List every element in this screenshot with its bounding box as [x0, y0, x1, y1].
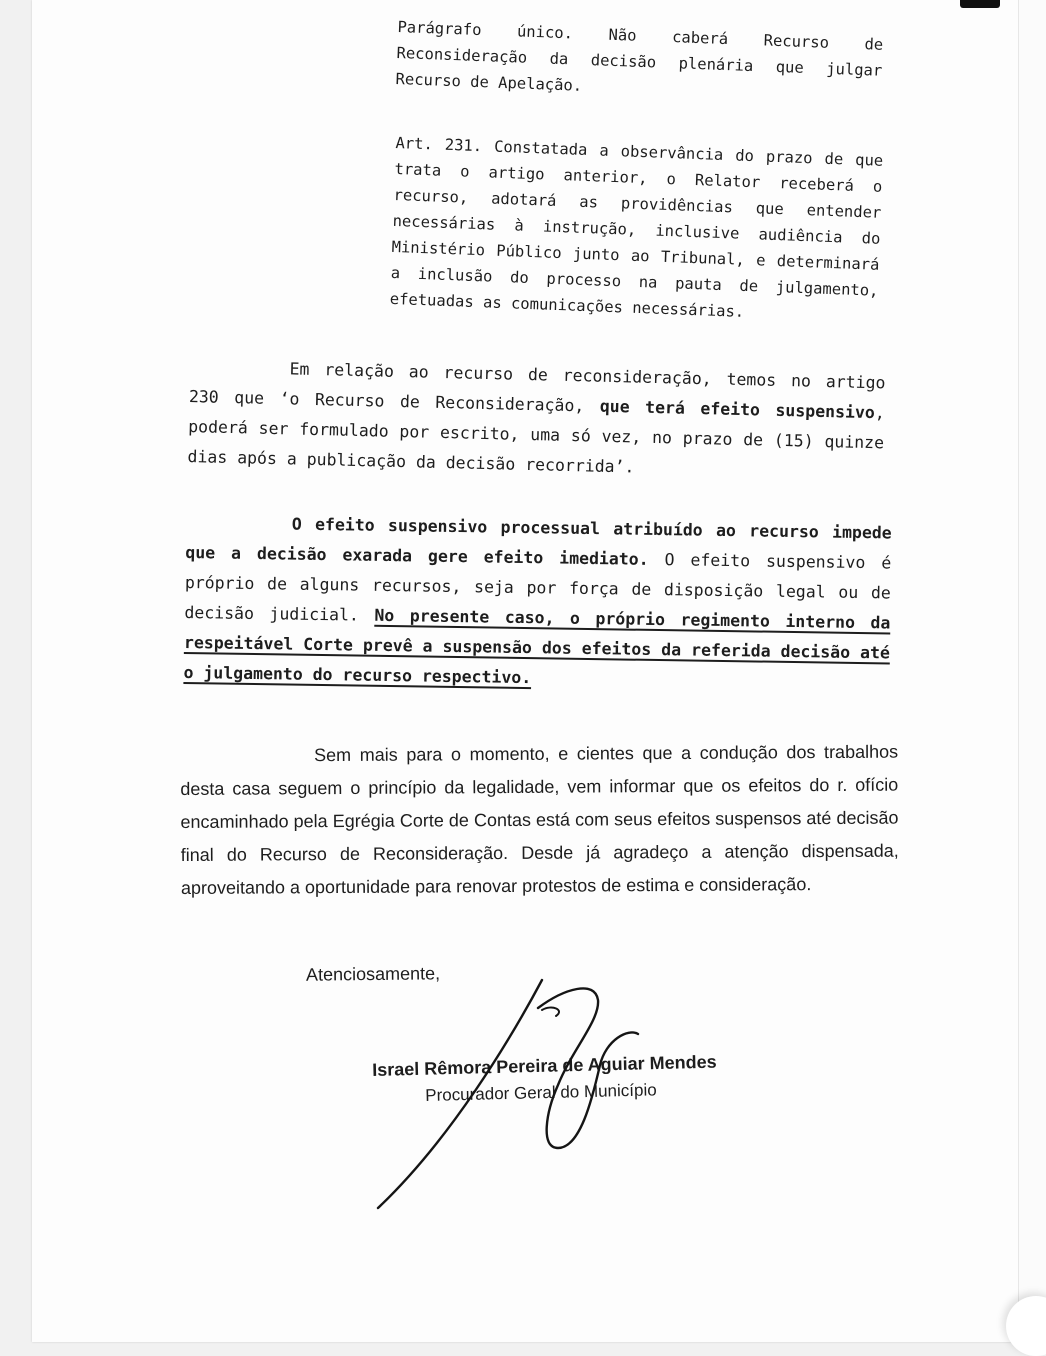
closing-salutation: Atenciosamente,	[305, 963, 441, 985]
paragraph-recurso-text-1: Em relação ao recurso de reconsideração, temos no artigo 230 que ‘o Recurso de Reconsideração,	[188, 359, 886, 416]
paragraph-efeito-bold: O efeito suspensivo processual atribuído ao recurso impede que a decisão exarada gere efeito imediato.	[185, 514, 892, 569]
paragraph-efeito-text: O efeito suspensivo é próprio de alguns recursos, seja por força de disposição legal ou de decisão judicial.	[184, 549, 892, 625]
paragraph-recurso-text-2: , poderá ser formulado por escrito, uma só vez, no prazo de (15) quinze dias após a publicação da decisão recorrida’.	[187, 403, 885, 477]
dark-corner-mark	[960, 0, 1000, 8]
paragraph-closing-remarks	[180, 736, 899, 905]
paragraph-recurso-bold: que terá efeito suspensivo	[599, 396, 876, 423]
quote-art-231: Art. 231. Constatada a observância do prazo de que trata o artigo anterior, o Relator receberá o recurso, adotará as providências que entender necessárias à instrução, inclusive audiência do Ministério Público junto ao Tribunal, e determinará a inclusão do processo na pauta de julgamento, efetuadas as comunicações necessárias.	[389, 133, 884, 321]
viewer-edge	[1018, 0, 1046, 1342]
quote-paragrafo-unico: Parágrafo único. Não caberá Recurso de Reconsideração da decisão plenária que julgar Recurso de Apelação.	[395, 17, 884, 95]
signer-role: Procurador Geral do Município	[425, 1080, 657, 1105]
signer-name: Israel Rêmora Pereira de Aguiar Mendes	[372, 1051, 717, 1080]
handwritten-signature	[360, 970, 690, 1220]
paragraph-closing-text: Sem mais para o momento, e cientes que a condução dos trabalhos desta casa seguem o princípio da legalidade, vem informar que os efeitos do r. ofício encaminhado pela Egrégia Corte de Contas está com seus efeitos suspensos até decisão final do Recurso de Reconsideração. Desde já agradeço a atenção dispensada, aproveitando a oportunidade para renovar protestos de estima e consideração.	[180, 741, 899, 898]
paragraph-efeito-suspensivo	[183, 508, 892, 698]
paragraph-efeito-bold-underlined: No presente caso, o próprio regimento interno da respeitável Corte prevê a suspensão dos efeitos da referida decisão até o julgamento do recurso respectivo.	[183, 605, 891, 688]
paragraph-recurso-reconsideracao	[187, 352, 886, 488]
